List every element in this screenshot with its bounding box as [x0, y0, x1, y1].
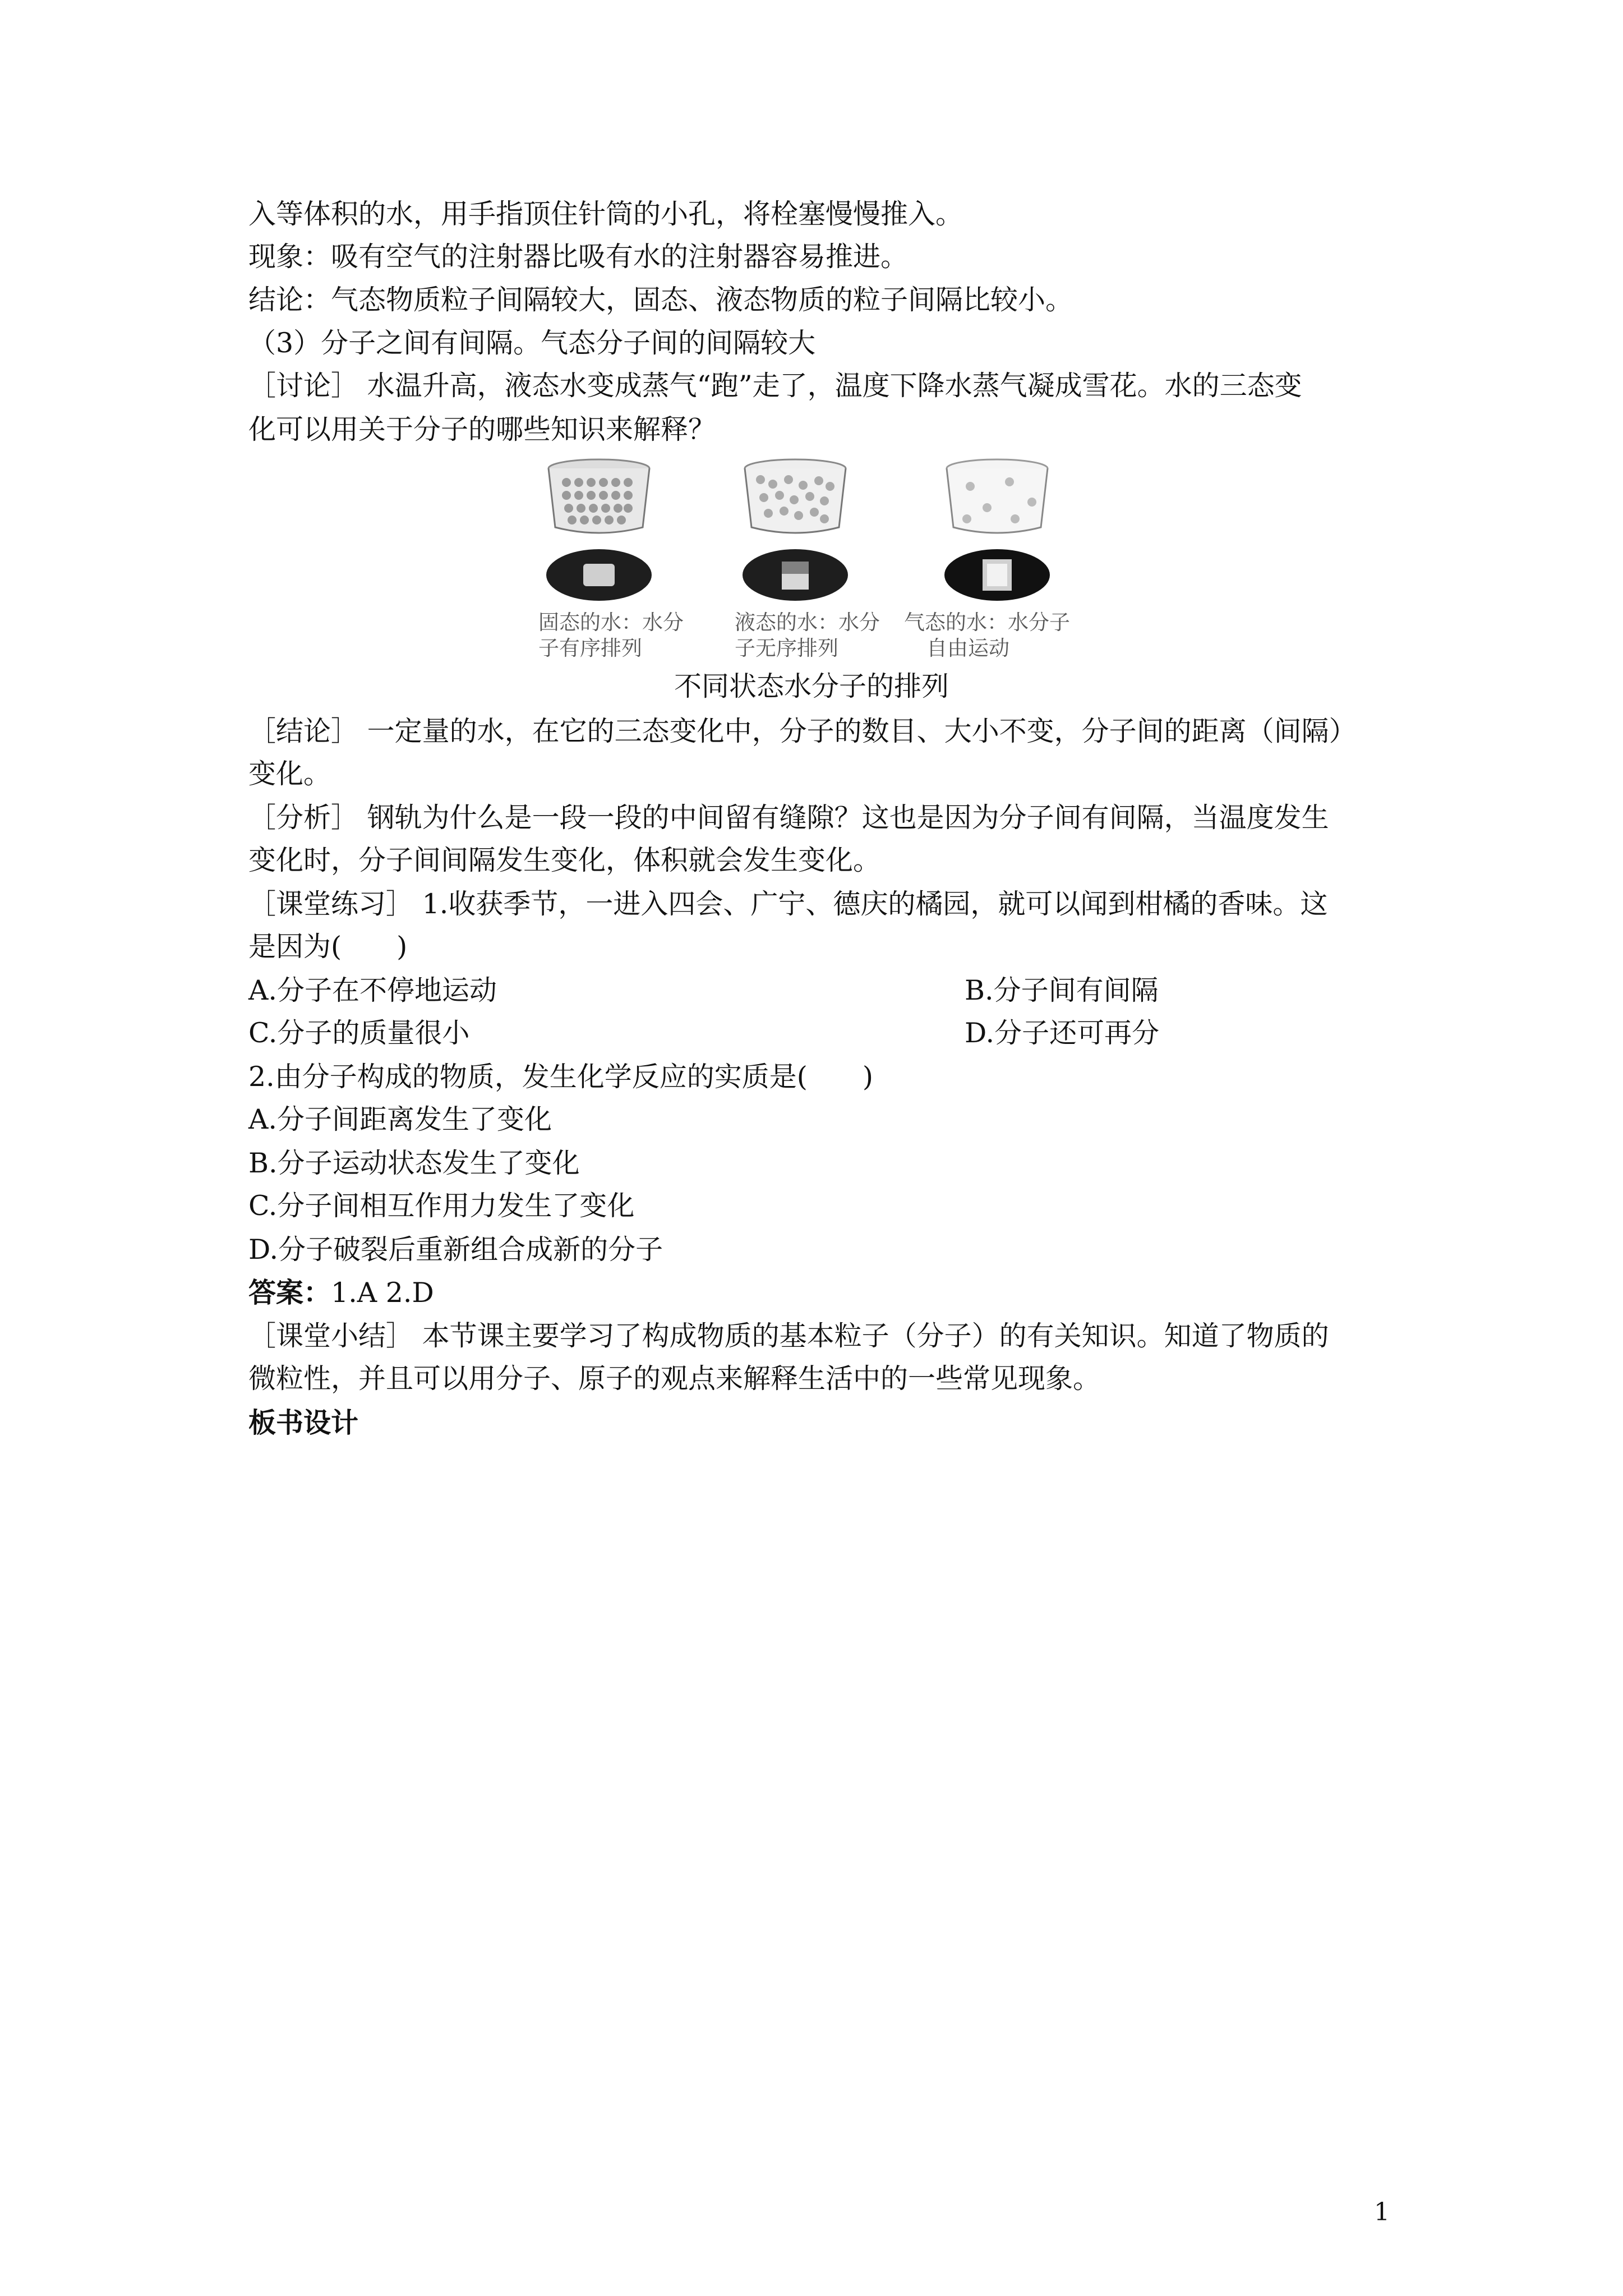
water-glass-photo-image — [740, 547, 850, 603]
conclusion-para-2: 变化。 — [248, 758, 331, 790]
label-line: 自由运动 — [926, 636, 1009, 660]
q1-option-c: C.分子的质量很小 — [248, 1017, 470, 1049]
figure-caption: 不同状态水分子的排列 — [674, 670, 949, 702]
q2-option-a: A.分子间距离发生了变化 — [248, 1103, 552, 1135]
phenomenon-line: 现象：吸有空气的注射器比吸有水的注射器容易推进。 — [248, 241, 909, 273]
label-line: 子有序排列 — [538, 636, 642, 660]
q1-option-d: D.分子还可再分 — [965, 1017, 1160, 1049]
summary-para-2: 微粒性，并且可以用分子、原子的观点来解释生活中的一些常见现象。 — [248, 1363, 1101, 1395]
exercise-q2: 2.由分子构成的物质，发生化学反应的实质是( ) — [248, 1061, 873, 1093]
q2-option-d: D.分子破裂后重新组合成新的分子 — [248, 1234, 663, 1266]
summary-para: ［课堂小结］ 本节课主要学习了构成物质的基本粒子（分子）的有关知识。知道了物质的 — [248, 1320, 1329, 1352]
steam-glass-photo-image — [942, 547, 1052, 603]
analysis-para-2: 变化时，分子间间隔发生变化，体积就会发生变化。 — [248, 844, 881, 876]
water-states-figure — [538, 457, 1099, 659]
page-number: 1 — [1374, 2198, 1390, 2226]
label-line: 固态的水：水分 — [538, 610, 684, 634]
analysis-para: ［分析］ 钢轨为什么是一段一段的中间留有缝隙？这也是因为分子间有间隔，当温度发生 — [248, 802, 1329, 834]
q2-option-c: C.分子间相互作用力发生了变化 — [248, 1190, 635, 1222]
gas-water-label — [904, 610, 1083, 661]
answer-label: 答案： — [248, 1276, 331, 1309]
discussion-line: ［讨论］ 水温升高，液态水变成蒸气“跑”走了，温度下降水蒸气凝成雪花。水的三态变 — [248, 370, 1302, 402]
text-line: 入等体积的水，用手指顶住针筒的小孔，将栓塞慢慢推入。 — [248, 198, 963, 230]
liquid-water-label — [735, 610, 880, 661]
solid-water-label — [538, 610, 684, 661]
q1-option-b: B.分子间有间隔 — [965, 974, 1159, 1006]
point-line: （3）分子之间有间隔。气态分子间的间隔较大 — [248, 327, 816, 359]
label-line: 气态的水：水分子 — [904, 610, 1070, 634]
liquid-water-beaker-image — [740, 457, 850, 536]
discussion-line-2: 化可以用关于分子的哪些知识来解释？ — [248, 413, 716, 445]
exercise-q1: ［课堂练习］ 1.收获季节，一进入四会、广宁、德庆的橘园，就可以闻到柑橘的香味。这 — [248, 888, 1328, 920]
label-line: 液态的水：水分 — [735, 610, 880, 634]
q2-option-b: B.分子运动状态发生了变化 — [248, 1147, 580, 1179]
exercise-q1-2: 是因为( ) — [248, 931, 408, 963]
ice-photo-image — [544, 547, 654, 603]
conclusion-para: ［结论］ 一定量的水，在它的三态变化中，分子的数目、大小不变，分子间的距离（间隔） — [248, 715, 1357, 747]
answer-text: 1.A 2.D — [331, 1277, 434, 1309]
q1-option-a: A.分子在不停地运动 — [248, 974, 497, 1006]
board-design-heading: 板书设计 — [248, 1406, 359, 1439]
label-line: 子无序排列 — [735, 636, 838, 660]
answer-line — [248, 1274, 434, 1311]
gas-water-beaker-image — [942, 457, 1052, 536]
conclusion-line: 结论：气态物质粒子间隔较大，固态、液态物质的粒子间隔比较小。 — [248, 284, 1073, 316]
solid-water-beaker-image — [544, 457, 654, 536]
